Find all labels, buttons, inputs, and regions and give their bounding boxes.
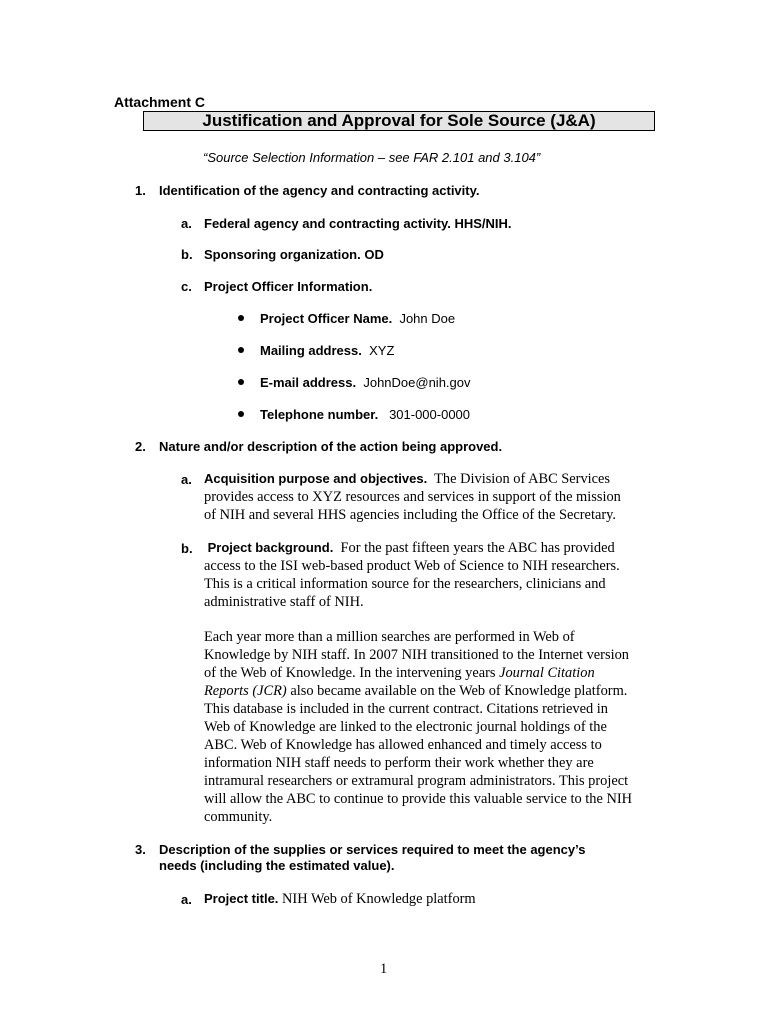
section-3a-label: a. [181,892,192,907]
project-title-value: NIH Web of Knowledge platform [282,891,476,907]
section-1-number: 1. [135,183,146,198]
bullet-label: Telephone number. [260,407,379,422]
bullet-icon [238,411,244,417]
paragraph-line: This is a critical information source for the researchers, clinicians and [204,576,606,592]
section-2-heading: Nature and/or description of the action being approved. [159,439,503,454]
section-1-heading: Identification of the agency and contracting activity. [159,183,480,198]
paragraph-line: of NIH and several HHS agencies including the Office of the Secretary. [204,507,616,523]
project-title-heading: Project title. [204,891,279,906]
section-1b-label: b. [181,247,193,262]
section-2b-label: b. [181,541,193,556]
paragraph-line-part: of the Web of Knowledge. In the intervening years [204,665,500,681]
section-2a-label: a. [181,472,192,487]
paragraph-line: Each year more than a million searches are performed in Web of [204,629,575,645]
section-2-number: 2. [135,439,146,454]
background-second-paragraph [204,628,632,826]
page-number: 1 [380,961,388,977]
project-background-paragraph [204,539,620,611]
paragraph-line: intramural researchers or extramural program administrators. This project [204,773,629,789]
paragraph-line-part: also became available on the Web of Knowledge platform. [286,683,628,699]
section-1c-label: c. [181,279,192,294]
bullet-label: Mailing address. [260,343,362,358]
bullet-value: 301-000-0000 [389,407,471,422]
mailing-address [260,343,394,358]
section-3-heading-line1: Description of the supplies or services required to meet the agency’s [159,842,586,857]
paragraph-line: information NIH staff needs to perform their work whether they are [204,755,594,771]
paragraph-line: The Division of ABC Services [434,471,611,487]
paragraph-line: administrative staff of NIH. [204,594,364,610]
journal-title-italic: Reports (JCR) [204,683,287,699]
telephone-number [260,407,470,422]
acquisition-purpose-paragraph [204,470,621,524]
document-title: Justification and Approval for Sole Source (J&A) [143,111,655,131]
section-3-heading-line2: needs (including the estimated value). [159,858,395,873]
section-1a-text: Federal agency and contracting activity. HHS/NIH. [204,216,512,231]
bullet-value: John Doe [399,311,456,326]
project-officer-name [260,311,455,326]
section-3-number: 3. [135,842,146,857]
bullet-label: E-mail address. [260,375,357,390]
email-address [260,375,471,390]
paragraph-line: This database is included in the current contract. Citations retrieved in [204,701,609,717]
bullet-label: Project Officer Name. [260,311,393,326]
source-selection-note: “Source Selection Information – see FAR 2.101 and 3.104” [203,150,541,165]
bullet-value: JohnDoe@nih.gov [363,375,471,390]
paragraph-line: community. [204,809,273,825]
bullet-icon [238,315,244,321]
project-title-line [204,890,476,908]
bullet-value: XYZ [369,343,395,358]
section-1b-text: Sponsoring organization. OD [204,247,384,262]
attachment-label: Attachment C [114,94,206,110]
paragraph-line: ABC. Web of Knowledge has allowed enhanced and timely access to [204,737,602,753]
paragraph-line: Knowledge by NIH staff. In 2007 NIH transitioned to the Internet version [204,647,629,663]
acquisition-purpose-heading: Acquisition purpose and objectives. [204,471,428,486]
paragraph-line: For the past fifteen years the ABC has provided [340,540,615,556]
journal-title-italic: Journal Citation [499,665,595,681]
section-1a-label: a. [181,216,192,231]
bullet-icon [238,347,244,353]
paragraph-line: will allow the ABC to continue to provide this valuable service to the NIH [204,791,633,807]
paragraph-line: provides access to XYZ resources and services in support of the mission [204,489,621,505]
project-background-heading: Project background. [207,540,334,555]
section-1c-text: Project Officer Information. [204,279,373,294]
bullet-icon [238,379,244,385]
paragraph-line: access to the ISI web-based product Web of Science to NIH researchers. [204,558,620,574]
paragraph-line: Web of Knowledge are linked to the electronic journal holdings of the [204,719,607,735]
